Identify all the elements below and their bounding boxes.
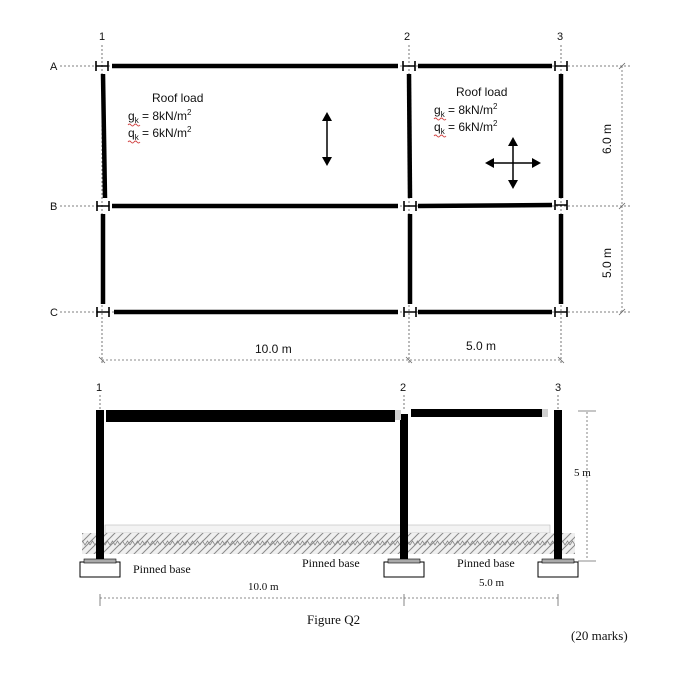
column-3 (554, 410, 562, 560)
connection-1-2 (395, 410, 401, 420)
elev-grid-label-2: 2 (400, 382, 407, 394)
grid-label-2: 2 (404, 31, 411, 43)
plan-dim-left: 10.0 m (255, 342, 292, 356)
elev-dim-right: 5.0 m (479, 577, 505, 589)
grid-label-3: 3 (557, 31, 564, 43)
pinned-base-3 (538, 559, 578, 577)
elev-grid-label-1: 1 (96, 382, 103, 394)
one-way-span-arrow-icon (322, 112, 332, 166)
pinned-base-2 (384, 559, 424, 577)
two-way-span-arrow-icon (485, 137, 541, 189)
column-1 (96, 410, 104, 560)
connection-2-3 (542, 409, 548, 417)
grid-label-c: C (50, 307, 58, 319)
base-label-3: Pinned base (457, 556, 515, 570)
plan-view (50, 31, 630, 365)
pinned-base-1 (80, 559, 120, 577)
elev-dim-left: 10.0 m (248, 581, 279, 593)
gk-label-right: $g_k = 8kN/m^2$ (434, 102, 498, 119)
base-label-2: Pinned base (302, 556, 360, 570)
plan-dim-upper: 6.0 m (600, 123, 614, 154)
qk-label-right: $q_k = 6kN/m^2$ (434, 119, 498, 136)
grid-label-b: B (50, 201, 58, 213)
elev-dimension-ticks (100, 594, 558, 606)
plan-dim-lower: 5.0 m (600, 247, 614, 278)
elev-grid-label-3: 3 (555, 382, 562, 394)
gk-label-left: $g_k = 8kN/m^2$ (128, 108, 192, 125)
rafter-1-2 (106, 410, 395, 422)
elevation-view (80, 382, 596, 606)
base-label-1: Pinned base (133, 562, 191, 576)
roof-load-heading-left: Roof load (152, 91, 204, 105)
figure-caption: Figure Q2 (307, 612, 361, 627)
floor-slab (105, 525, 550, 533)
rafter-2-3 (411, 409, 542, 417)
beam-1-a-b (103, 74, 105, 198)
marks-label: (20 marks) (571, 628, 628, 643)
vertical-dimension-ticks (619, 63, 625, 315)
grid-label-a: A (50, 61, 58, 73)
column-2 (400, 414, 408, 560)
grid-label-1: 1 (99, 31, 106, 43)
plan-dim-right: 5.0 m (466, 339, 497, 353)
elev-dim-height: 5 m (574, 467, 591, 479)
beam-b-2-3 (418, 205, 552, 206)
qk-label-left: $q_k = 6kN/m^2$ (128, 125, 192, 142)
ground-texture (82, 540, 575, 546)
roof-load-heading-right: Roof load (456, 85, 508, 99)
beam-2-a-b (409, 74, 410, 198)
